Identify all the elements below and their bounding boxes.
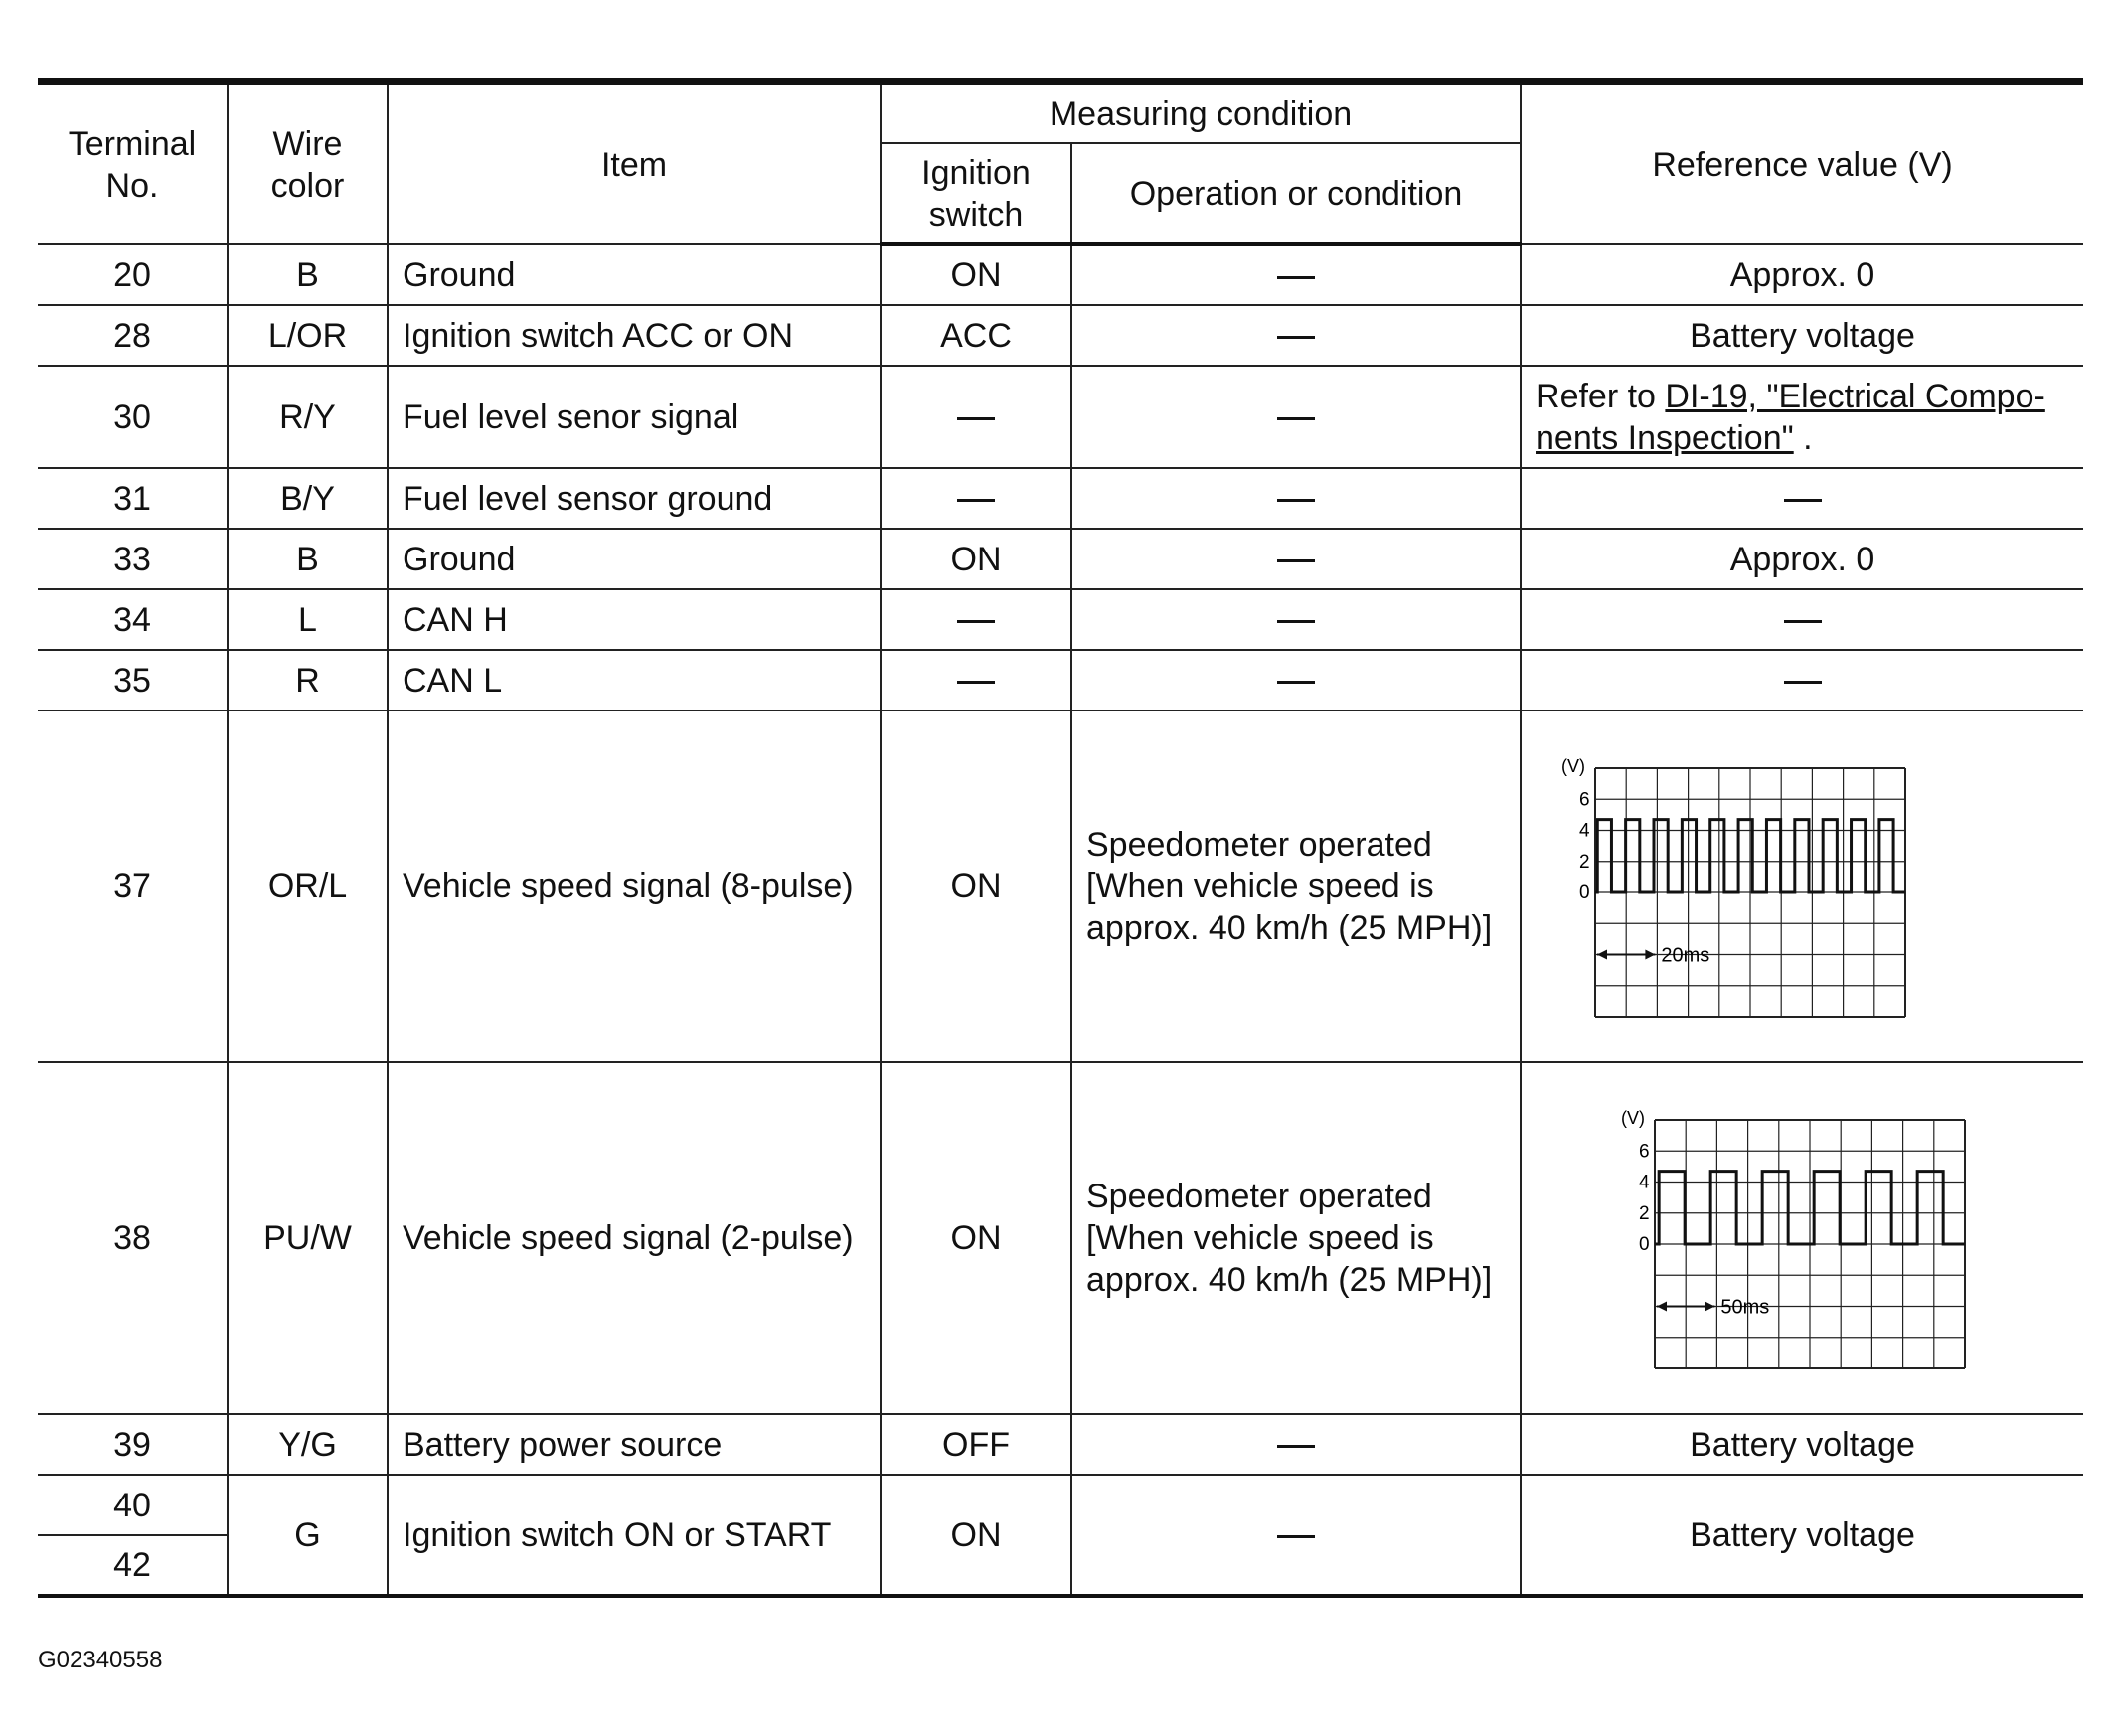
wire-color: R/Y [228, 366, 388, 468]
operation [1071, 366, 1521, 468]
dash-mark [1277, 276, 1315, 279]
terminal-no: 38 [38, 1062, 228, 1414]
y-tick-label: 6 [1639, 1141, 1650, 1163]
item: Ignition switch ACC or ON [388, 305, 881, 366]
table-row [38, 529, 2083, 589]
reference-prefix: Refer to [1536, 377, 1666, 415]
item: CAN L [388, 650, 881, 710]
figure-code: G02340558 [38, 1647, 163, 1673]
operation [1071, 468, 1521, 529]
header-ignition-switch: Ignition switch [881, 143, 1071, 244]
axis-unit-label: (V) [1561, 756, 1586, 776]
table-row [38, 1062, 2083, 1414]
reference-link[interactable]: DI-19, "Electrical Compo-nents Inspection" [1536, 377, 2045, 457]
terminal-no: 30 [38, 366, 228, 468]
time-scale-label: 20ms [1661, 944, 1710, 967]
item: Battery power source [388, 1414, 881, 1475]
item: CAN H [388, 589, 881, 650]
reference-value [1521, 1062, 2083, 1414]
item: Ground [388, 529, 881, 589]
terminal-no: 20 [38, 244, 228, 305]
dash-mark [1784, 620, 1822, 623]
dash-mark [1277, 1535, 1315, 1538]
terminal-no: 31 [38, 468, 228, 529]
terminal-no: 37 [38, 710, 228, 1062]
item: Fuel level senor signal [388, 366, 881, 468]
item: Ignition switch ON or START [388, 1475, 881, 1596]
table-row [38, 244, 2083, 305]
item: Fuel level sensor ground [388, 468, 881, 529]
wire-color: L/OR [228, 305, 388, 366]
ignition-switch [881, 650, 1071, 710]
dash-mark [1277, 559, 1315, 562]
wire-color: OR/L [228, 710, 388, 1062]
operation [1071, 1414, 1521, 1475]
operation [1071, 305, 1521, 366]
dash-mark [957, 417, 995, 420]
item: Vehicle speed signal (8-pulse) [388, 710, 881, 1062]
header-reference-value: Reference value (V) [1521, 81, 2083, 244]
dash-mark [1277, 1445, 1315, 1448]
header-terminal-no: Terminal No. [38, 81, 228, 244]
wire-color: B/Y [228, 468, 388, 529]
terminal-no: 33 [38, 529, 228, 589]
wire-color: L [228, 589, 388, 650]
reference-value: Battery voltage [1521, 1475, 2083, 1596]
wire-color: R [228, 650, 388, 710]
waveform-2pulse-chart [1613, 1104, 2001, 1372]
dash-mark [957, 681, 995, 684]
ignition-switch [881, 589, 1071, 650]
operation: Speedometer operated [When vehicle speed is approx. 40 km/h (25 MPH)] [1071, 1062, 1521, 1414]
ignition-switch: ACC [881, 305, 1071, 366]
y-tick-label: 0 [1579, 882, 1590, 903]
table-row [38, 305, 2083, 366]
table-row [38, 1475, 2083, 1535]
dash-mark [1277, 620, 1315, 623]
reference-suffix: . [1793, 418, 1813, 457]
ignition-switch: ON [881, 244, 1071, 305]
reference-value: Approx. 0 [1521, 244, 2083, 305]
operation [1071, 244, 1521, 305]
terminal-no: 28 [38, 305, 228, 366]
item: Vehicle speed signal (2-pulse) [388, 1062, 881, 1414]
y-tick-label: 2 [1639, 1202, 1650, 1224]
item: Ground [388, 244, 881, 305]
axis-unit-label: (V) [1621, 1108, 1646, 1128]
y-tick-label: 4 [1639, 1172, 1650, 1193]
operation [1071, 589, 1521, 650]
operation: Speedometer operated [When vehicle speed is approx. 40 km/h (25 MPH)] [1071, 710, 1521, 1062]
reference-value [1521, 710, 2083, 1062]
table-row [38, 589, 2083, 650]
table-row [38, 468, 2083, 529]
waveform-8pulse-chart [1553, 752, 1941, 1021]
header-item: Item [388, 81, 881, 244]
wire-color: G [228, 1475, 388, 1596]
y-tick-label: 4 [1579, 820, 1590, 842]
wire-color: PU/W [228, 1062, 388, 1414]
terminal-no: 40 [38, 1475, 228, 1535]
reference-value [1521, 366, 2083, 468]
table-row [38, 650, 2083, 710]
ignition-switch [881, 468, 1071, 529]
ignition-switch: ON [881, 1475, 1071, 1596]
dash-mark [957, 620, 995, 623]
terminal-no: 35 [38, 650, 228, 710]
operation [1071, 529, 1521, 589]
terminal-no-2: 42 [38, 1535, 228, 1596]
reference-value: Battery voltage [1521, 305, 2083, 366]
reference-value [1521, 468, 2083, 529]
dash-mark [1784, 499, 1822, 502]
terminal-no: 39 [38, 1414, 228, 1475]
table-row [38, 366, 2083, 468]
dash-mark [1784, 681, 1822, 684]
wire-color: B [228, 529, 388, 589]
operation [1071, 650, 1521, 710]
operation [1071, 1475, 1521, 1596]
ignition-switch: OFF [881, 1414, 1071, 1475]
dash-mark [957, 499, 995, 502]
reference-value: Approx. 0 [1521, 529, 2083, 589]
y-tick-label: 6 [1579, 789, 1590, 811]
ignition-switch [881, 366, 1071, 468]
ignition-switch: ON [881, 710, 1071, 1062]
wire-color: Y/G [228, 1414, 388, 1475]
reference-value: Battery voltage [1521, 1414, 2083, 1475]
reference-value [1521, 650, 2083, 710]
dash-mark [1277, 336, 1315, 339]
dash-mark [1277, 417, 1315, 420]
dash-mark [1277, 499, 1315, 502]
header-wire-color: Wire color [228, 81, 388, 244]
y-tick-label: 2 [1579, 851, 1590, 872]
table-row [38, 710, 2083, 1062]
ignition-switch: ON [881, 529, 1071, 589]
dash-mark [1277, 681, 1315, 684]
terminal-reference-table [38, 78, 2083, 1598]
reference-value [1521, 589, 2083, 650]
header-operation-or-condition: Operation or condition [1071, 143, 1521, 244]
y-tick-label: 0 [1639, 1234, 1650, 1255]
time-scale-label: 50ms [1720, 1296, 1770, 1319]
ignition-switch: ON [881, 1062, 1071, 1414]
table-row [38, 1414, 2083, 1475]
terminal-no: 34 [38, 589, 228, 650]
header-measuring-condition: Measuring condition [881, 81, 1521, 143]
wire-color: B [228, 244, 388, 305]
